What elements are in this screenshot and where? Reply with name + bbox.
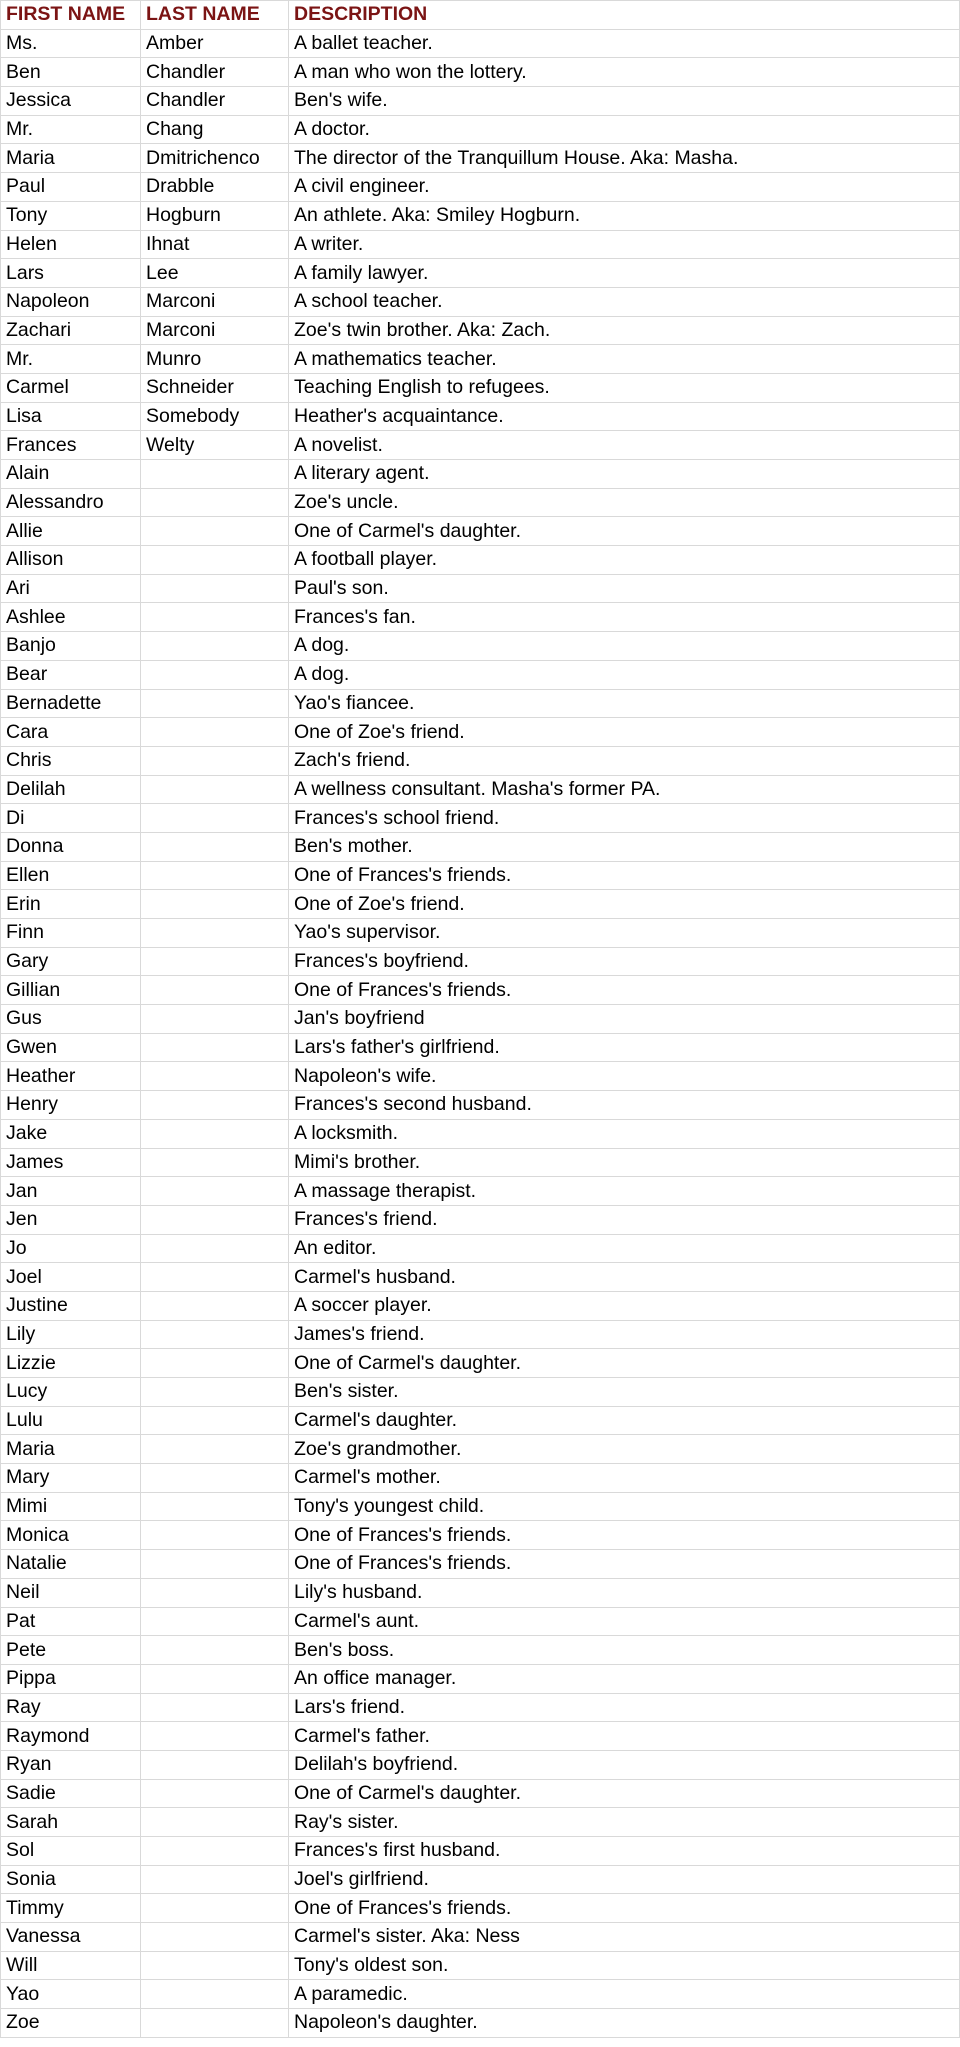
first-name-cell[interactable]: Timmy xyxy=(1,1894,141,1923)
first-name-cell[interactable]: Ryan xyxy=(1,1750,141,1779)
description-cell[interactable]: Napoleon's daughter. xyxy=(289,2009,960,2038)
first-name-cell[interactable]: Mr. xyxy=(1,115,141,144)
table-row xyxy=(1,1722,960,1751)
first-name-cell[interactable]: Zachari xyxy=(1,316,141,345)
first-name-cell[interactable]: Sol xyxy=(1,1837,141,1866)
table-body xyxy=(1,29,960,2037)
table-row xyxy=(1,1750,960,1779)
last-name-cell[interactable] xyxy=(141,603,289,632)
first-name-cell[interactable]: Jake xyxy=(1,1119,141,1148)
last-name-cell[interactable] xyxy=(141,1837,289,1866)
table-row xyxy=(1,1263,960,1292)
first-name-cell[interactable]: Gary xyxy=(1,947,141,976)
first-name-cell[interactable]: Mary xyxy=(1,1464,141,1493)
first-name-cell[interactable]: Sarah xyxy=(1,1808,141,1837)
last-name-cell[interactable] xyxy=(141,1578,289,1607)
last-name-cell[interactable]: Somebody xyxy=(141,402,289,431)
last-name-cell[interactable] xyxy=(141,1951,289,1980)
description-cell[interactable]: Lars's father's girlfriend. xyxy=(289,1033,960,1062)
last-name-cell[interactable] xyxy=(141,1378,289,1407)
last-name-cell[interactable] xyxy=(141,890,289,919)
description-cell[interactable]: Frances's first husband. xyxy=(289,1837,960,1866)
first-name-cell[interactable]: Ms. xyxy=(1,29,141,58)
last-name-cell[interactable]: Dmitrichenco xyxy=(141,144,289,173)
first-name-cell[interactable]: Maria xyxy=(1,144,141,173)
last-name-cell[interactable] xyxy=(141,1406,289,1435)
table-row xyxy=(1,345,960,374)
description-cell[interactable]: Ben's sister. xyxy=(289,1378,960,1407)
last-name-cell[interactable] xyxy=(141,1693,289,1722)
table-row xyxy=(1,144,960,173)
table-row xyxy=(1,173,960,202)
last-name-cell[interactable] xyxy=(141,804,289,833)
description-cell[interactable]: Ray's sister. xyxy=(289,1808,960,1837)
first-name-cell[interactable]: Ellen xyxy=(1,861,141,890)
description-cell[interactable]: A literary agent. xyxy=(289,460,960,489)
table-row xyxy=(1,1320,960,1349)
last-name-cell[interactable]: Munro xyxy=(141,345,289,374)
last-name-cell[interactable]: Schneider xyxy=(141,373,289,402)
last-name-cell[interactable] xyxy=(141,1205,289,1234)
description-cell[interactable]: Lars's friend. xyxy=(289,1693,960,1722)
table-row xyxy=(1,1119,960,1148)
first-name-cell[interactable]: Lars xyxy=(1,259,141,288)
table-row xyxy=(1,718,960,747)
last-name-cell[interactable] xyxy=(141,718,289,747)
first-name-cell[interactable]: Frances xyxy=(1,431,141,460)
last-name-cell[interactable] xyxy=(141,1664,289,1693)
first-name-cell[interactable]: Mimi xyxy=(1,1492,141,1521)
first-name-cell[interactable]: Bernadette xyxy=(1,689,141,718)
first-name-cell[interactable]: Zoe xyxy=(1,2009,141,2038)
description-cell[interactable]: One of Frances's friends. xyxy=(289,1550,960,1579)
last-name-cell[interactable] xyxy=(141,1492,289,1521)
first-name-cell[interactable]: Vanessa xyxy=(1,1923,141,1952)
first-name-cell[interactable]: Jan xyxy=(1,1177,141,1206)
description-cell[interactable]: Carmel's mother. xyxy=(289,1464,960,1493)
table-row xyxy=(1,632,960,661)
first-name-cell[interactable]: Raymond xyxy=(1,1722,141,1751)
first-name-cell[interactable]: Banjo xyxy=(1,632,141,661)
last-name-cell[interactable]: Chandler xyxy=(141,58,289,87)
description-cell[interactable]: A school teacher. xyxy=(289,287,960,316)
first-name-cell[interactable]: Pete xyxy=(1,1636,141,1665)
description-cell[interactable]: Frances's school friend. xyxy=(289,804,960,833)
description-cell[interactable]: Carmel's sister. Aka: Ness xyxy=(289,1923,960,1952)
first-name-cell[interactable]: Allison xyxy=(1,546,141,575)
last-name-cell[interactable]: Lee xyxy=(141,259,289,288)
table-row xyxy=(1,1636,960,1665)
first-name-cell[interactable]: Ray xyxy=(1,1693,141,1722)
last-name-cell[interactable] xyxy=(141,1148,289,1177)
table-row xyxy=(1,1951,960,1980)
first-name-cell[interactable]: Yao xyxy=(1,1980,141,2009)
description-cell[interactable]: One of Frances's friends. xyxy=(289,976,960,1005)
last-name-cell[interactable] xyxy=(141,861,289,890)
description-cell[interactable]: Carmel's father. xyxy=(289,1722,960,1751)
last-name-cell[interactable]: Ihnat xyxy=(141,230,289,259)
description-cell[interactable]: A civil engineer. xyxy=(289,173,960,202)
last-name-cell[interactable] xyxy=(141,919,289,948)
table-row xyxy=(1,804,960,833)
table-row xyxy=(1,1894,960,1923)
description-cell[interactable]: Yao's fiancee. xyxy=(289,689,960,718)
first-name-cell[interactable]: Lily xyxy=(1,1320,141,1349)
description-cell[interactable]: Frances's friend. xyxy=(289,1205,960,1234)
first-name-cell[interactable]: Sonia xyxy=(1,1865,141,1894)
first-name-cell[interactable]: Monica xyxy=(1,1521,141,1550)
table-row xyxy=(1,1033,960,1062)
table-row xyxy=(1,1578,960,1607)
last-name-cell[interactable] xyxy=(141,632,289,661)
description-cell[interactable]: Frances's second husband. xyxy=(289,1091,960,1120)
table-row xyxy=(1,1980,960,2009)
description-cell[interactable]: An office manager. xyxy=(289,1664,960,1693)
description-cell[interactable]: James's friend. xyxy=(289,1320,960,1349)
description-cell[interactable]: One of Carmel's daughter. xyxy=(289,1349,960,1378)
first-name-cell[interactable]: Tony xyxy=(1,201,141,230)
description-cell[interactable]: Carmel's husband. xyxy=(289,1263,960,1292)
table-row xyxy=(1,660,960,689)
first-name-cell[interactable]: Allie xyxy=(1,517,141,546)
description-cell[interactable]: Zoe's uncle. xyxy=(289,488,960,517)
table-row xyxy=(1,287,960,316)
table-row xyxy=(1,861,960,890)
table-row xyxy=(1,402,960,431)
table-row xyxy=(1,1837,960,1866)
table-row xyxy=(1,574,960,603)
first-name-cell[interactable]: Gus xyxy=(1,1005,141,1034)
last-name-cell[interactable] xyxy=(141,1923,289,1952)
table-row xyxy=(1,775,960,804)
first-name-cell[interactable]: James xyxy=(1,1148,141,1177)
last-name-cell[interactable] xyxy=(141,1722,289,1751)
description-cell[interactable]: Yao's supervisor. xyxy=(289,919,960,948)
description-cell[interactable]: A mathematics teacher. xyxy=(289,345,960,374)
last-name-cell[interactable]: Amber xyxy=(141,29,289,58)
last-name-cell[interactable] xyxy=(141,832,289,861)
description-cell[interactable]: Napoleon's wife. xyxy=(289,1062,960,1091)
table-row xyxy=(1,1291,960,1320)
last-name-cell[interactable] xyxy=(141,1091,289,1120)
description-cell[interactable]: An editor. xyxy=(289,1234,960,1263)
table-row xyxy=(1,1005,960,1034)
first-name-cell[interactable]: Jo xyxy=(1,1234,141,1263)
last-name-cell[interactable] xyxy=(141,517,289,546)
first-name-cell[interactable]: Henry xyxy=(1,1091,141,1120)
header-last-name[interactable]: LAST NAME xyxy=(141,1,289,30)
table-row xyxy=(1,1492,960,1521)
table-row xyxy=(1,1664,960,1693)
first-name-cell[interactable]: Carmel xyxy=(1,373,141,402)
description-cell[interactable]: Delilah's boyfriend. xyxy=(289,1750,960,1779)
last-name-cell[interactable] xyxy=(141,1550,289,1579)
table-row xyxy=(1,115,960,144)
first-name-cell[interactable]: Gwen xyxy=(1,1033,141,1062)
first-name-cell[interactable]: Will xyxy=(1,1951,141,1980)
table-row xyxy=(1,1148,960,1177)
description-cell[interactable]: A man who won the lottery. xyxy=(289,58,960,87)
first-name-cell[interactable]: Di xyxy=(1,804,141,833)
first-name-cell[interactable]: Donna xyxy=(1,832,141,861)
description-cell[interactable]: One of Frances's friends. xyxy=(289,1521,960,1550)
first-name-cell[interactable]: Jessica xyxy=(1,87,141,116)
last-name-cell[interactable] xyxy=(141,1636,289,1665)
table-row xyxy=(1,1378,960,1407)
table-row xyxy=(1,1435,960,1464)
description-cell[interactable]: Paul's son. xyxy=(289,574,960,603)
table-row xyxy=(1,947,960,976)
first-name-cell[interactable]: Sadie xyxy=(1,1779,141,1808)
first-name-cell[interactable]: Lizzie xyxy=(1,1349,141,1378)
description-cell[interactable]: An athlete. Aka: Smiley Hogburn. xyxy=(289,201,960,230)
last-name-cell[interactable]: Chang xyxy=(141,115,289,144)
description-cell[interactable]: A soccer player. xyxy=(289,1291,960,1320)
last-name-cell[interactable] xyxy=(141,947,289,976)
table-row xyxy=(1,976,960,1005)
table-row xyxy=(1,1062,960,1091)
last-name-cell[interactable] xyxy=(141,1033,289,1062)
first-name-cell[interactable]: Mr. xyxy=(1,345,141,374)
description-cell[interactable]: One of Carmel's daughter. xyxy=(289,517,960,546)
table-row xyxy=(1,517,960,546)
table-row xyxy=(1,488,960,517)
description-cell[interactable]: A family lawyer. xyxy=(289,259,960,288)
description-cell[interactable]: Ben's wife. xyxy=(289,87,960,116)
table-row xyxy=(1,87,960,116)
first-name-cell[interactable]: Napoleon xyxy=(1,287,141,316)
last-name-cell[interactable]: Hogburn xyxy=(141,201,289,230)
last-name-cell[interactable] xyxy=(141,1320,289,1349)
last-name-cell[interactable]: Welty xyxy=(141,431,289,460)
description-cell[interactable]: A doctor. xyxy=(289,115,960,144)
first-name-cell[interactable]: Maria xyxy=(1,1435,141,1464)
description-cell[interactable]: Tony's oldest son. xyxy=(289,1951,960,1980)
last-name-cell[interactable] xyxy=(141,976,289,1005)
first-name-cell[interactable]: Lisa xyxy=(1,402,141,431)
description-cell[interactable]: Jan's boyfriend xyxy=(289,1005,960,1034)
last-name-cell[interactable] xyxy=(141,1177,289,1206)
table-row xyxy=(1,546,960,575)
table-row xyxy=(1,1406,960,1435)
last-name-cell[interactable]: Drabble xyxy=(141,173,289,202)
description-cell[interactable]: One of Frances's friends. xyxy=(289,1894,960,1923)
first-name-cell[interactable]: Paul xyxy=(1,173,141,202)
table-row xyxy=(1,1205,960,1234)
description-cell[interactable]: One of Frances's friends. xyxy=(289,861,960,890)
description-cell[interactable]: Joel's girlfriend. xyxy=(289,1865,960,1894)
last-name-cell[interactable]: Chandler xyxy=(141,87,289,116)
table-row xyxy=(1,316,960,345)
table-row xyxy=(1,431,960,460)
description-cell[interactable]: Ben's boss. xyxy=(289,1636,960,1665)
table-row xyxy=(1,1521,960,1550)
last-name-cell[interactable] xyxy=(141,1607,289,1636)
header-row xyxy=(1,1,960,30)
table-row xyxy=(1,603,960,632)
table-row xyxy=(1,460,960,489)
table-row xyxy=(1,259,960,288)
first-name-cell[interactable]: Chris xyxy=(1,746,141,775)
last-name-cell[interactable] xyxy=(141,1435,289,1464)
description-cell[interactable]: Carmel's aunt. xyxy=(289,1607,960,1636)
description-cell[interactable]: A dog. xyxy=(289,660,960,689)
table-row xyxy=(1,1234,960,1263)
last-name-cell[interactable] xyxy=(141,689,289,718)
last-name-cell[interactable] xyxy=(141,546,289,575)
first-name-cell[interactable]: Alain xyxy=(1,460,141,489)
table-row xyxy=(1,1464,960,1493)
table-row xyxy=(1,1177,960,1206)
last-name-cell[interactable] xyxy=(141,1464,289,1493)
first-name-cell[interactable]: Gillian xyxy=(1,976,141,1005)
table-row xyxy=(1,1550,960,1579)
last-name-cell[interactable]: Marconi xyxy=(141,287,289,316)
last-name-cell[interactable] xyxy=(141,460,289,489)
last-name-cell[interactable] xyxy=(141,775,289,804)
last-name-cell[interactable] xyxy=(141,1894,289,1923)
table-row xyxy=(1,689,960,718)
last-name-cell[interactable] xyxy=(141,1005,289,1034)
table-row xyxy=(1,373,960,402)
table-row xyxy=(1,1607,960,1636)
last-name-cell[interactable] xyxy=(141,1750,289,1779)
last-name-cell[interactable] xyxy=(141,1980,289,2009)
description-cell[interactable]: Mimi's brother. xyxy=(289,1148,960,1177)
description-cell[interactable]: A ballet teacher. xyxy=(289,29,960,58)
first-name-cell[interactable]: Neil xyxy=(1,1578,141,1607)
description-cell[interactable]: Zoe's grandmother. xyxy=(289,1435,960,1464)
last-name-cell[interactable] xyxy=(141,746,289,775)
table-row xyxy=(1,58,960,87)
description-cell[interactable]: Zach's friend. xyxy=(289,746,960,775)
description-cell[interactable]: Lily's husband. xyxy=(289,1578,960,1607)
last-name-cell[interactable] xyxy=(141,660,289,689)
first-name-cell[interactable]: Ari xyxy=(1,574,141,603)
table-row xyxy=(1,1865,960,1894)
first-name-cell[interactable]: Erin xyxy=(1,890,141,919)
table-row xyxy=(1,2009,960,2038)
first-name-cell[interactable]: Bear xyxy=(1,660,141,689)
table-row xyxy=(1,1693,960,1722)
first-name-cell[interactable]: Cara xyxy=(1,718,141,747)
last-name-cell[interactable] xyxy=(141,1263,289,1292)
first-name-cell[interactable]: Ben xyxy=(1,58,141,87)
table-row xyxy=(1,1779,960,1808)
table-row xyxy=(1,230,960,259)
description-cell[interactable]: One of Carmel's daughter. xyxy=(289,1779,960,1808)
first-name-cell[interactable]: Lucy xyxy=(1,1378,141,1407)
description-cell[interactable]: A locksmith. xyxy=(289,1119,960,1148)
table-row xyxy=(1,746,960,775)
last-name-cell[interactable] xyxy=(141,1521,289,1550)
first-name-cell[interactable]: Joel xyxy=(1,1263,141,1292)
description-cell[interactable]: Carmel's daughter. xyxy=(289,1406,960,1435)
description-cell[interactable]: Ben's mother. xyxy=(289,832,960,861)
table-row xyxy=(1,201,960,230)
table-row xyxy=(1,1923,960,1952)
description-cell[interactable]: Tony's youngest child. xyxy=(289,1492,960,1521)
first-name-cell[interactable]: Ashlee xyxy=(1,603,141,632)
last-name-cell[interactable] xyxy=(141,2009,289,2038)
description-cell[interactable]: A paramedic. xyxy=(289,1980,960,2009)
table-row xyxy=(1,919,960,948)
description-cell[interactable]: A football player. xyxy=(289,546,960,575)
description-cell[interactable]: Teaching English to refugees. xyxy=(289,373,960,402)
header-description[interactable]: DESCRIPTION xyxy=(289,1,960,30)
first-name-cell[interactable]: Justine xyxy=(1,1291,141,1320)
first-name-cell[interactable]: Lulu xyxy=(1,1406,141,1435)
last-name-cell[interactable] xyxy=(141,1119,289,1148)
description-cell[interactable]: A wellness consultant. Masha's former PA. xyxy=(289,775,960,804)
last-name-cell[interactable] xyxy=(141,1808,289,1837)
last-name-cell[interactable] xyxy=(141,488,289,517)
description-cell[interactable]: A novelist. xyxy=(289,431,960,460)
description-cell[interactable]: Frances's fan. xyxy=(289,603,960,632)
last-name-cell[interactable] xyxy=(141,574,289,603)
first-name-cell[interactable]: Natalie xyxy=(1,1550,141,1579)
table-row xyxy=(1,1808,960,1837)
first-name-cell[interactable]: Finn xyxy=(1,919,141,948)
description-cell[interactable]: Heather's acquaintance. xyxy=(289,402,960,431)
description-cell[interactable]: One of Zoe's friend. xyxy=(289,890,960,919)
last-name-cell[interactable] xyxy=(141,1291,289,1320)
first-name-cell[interactable]: Alessandro xyxy=(1,488,141,517)
last-name-cell[interactable] xyxy=(141,1349,289,1378)
first-name-cell[interactable]: Jen xyxy=(1,1205,141,1234)
table-row xyxy=(1,1349,960,1378)
description-cell[interactable]: Zoe's twin brother. Aka: Zach. xyxy=(289,316,960,345)
description-cell[interactable]: The director of the Tranquillum House. Aka: Masha. xyxy=(289,144,960,173)
first-name-cell[interactable]: Pat xyxy=(1,1607,141,1636)
table-row xyxy=(1,1091,960,1120)
first-name-cell[interactable]: Pippa xyxy=(1,1664,141,1693)
table-row xyxy=(1,29,960,58)
description-cell[interactable]: A massage therapist. xyxy=(289,1177,960,1206)
last-name-cell[interactable] xyxy=(141,1062,289,1091)
last-name-cell[interactable]: Marconi xyxy=(141,316,289,345)
description-cell[interactable]: A dog. xyxy=(289,632,960,661)
first-name-cell[interactable]: Delilah xyxy=(1,775,141,804)
first-name-cell[interactable]: Heather xyxy=(1,1062,141,1091)
description-cell[interactable]: Frances's boyfriend. xyxy=(289,947,960,976)
first-name-cell[interactable]: Helen xyxy=(1,230,141,259)
table-row xyxy=(1,890,960,919)
last-name-cell[interactable] xyxy=(141,1234,289,1263)
last-name-cell[interactable] xyxy=(141,1865,289,1894)
description-cell[interactable]: A writer. xyxy=(289,230,960,259)
description-cell[interactable]: One of Zoe's friend. xyxy=(289,718,960,747)
last-name-cell[interactable] xyxy=(141,1779,289,1808)
header-first-name[interactable]: FIRST NAME xyxy=(1,1,141,30)
table-row xyxy=(1,832,960,861)
